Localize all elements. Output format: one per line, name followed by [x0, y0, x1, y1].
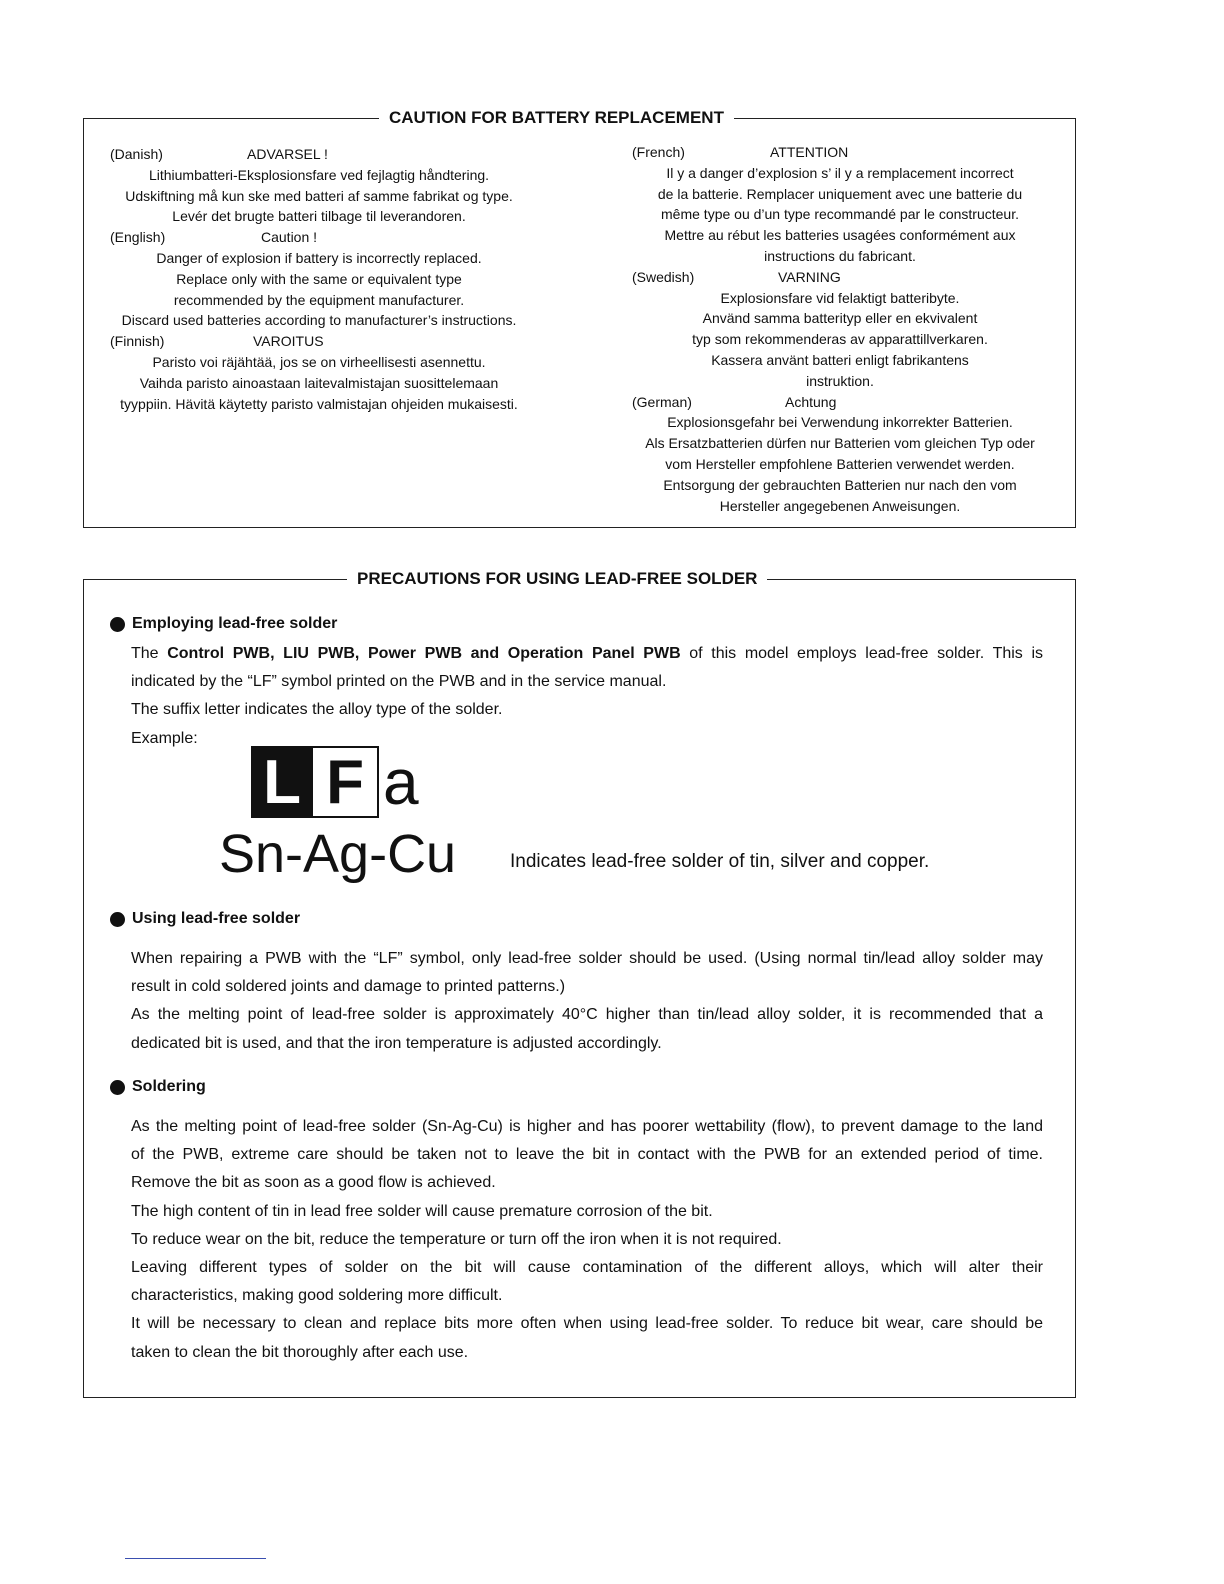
- battery-left-column: [103, 144, 535, 414]
- employing-text: of this model employs lead-free solder. This is: [680, 645, 1043, 662]
- english-line: Discard used batteries according to manufacturer’s instructions.: [121, 312, 517, 329]
- danish-line: Levér det brugte batteri tilbage til leverandoren.: [172, 208, 466, 225]
- french-line: de la batterie. Remplacer uniquement avec une batterie du: [657, 185, 1023, 202]
- using-line: When repairing a PWB with the “LF” symbol, only lead-free solder should be used. (Using normal tin/lead alloy solder may: [131, 950, 1043, 967]
- lf-logo-f: F: [313, 746, 379, 818]
- finnish-line: Paristo voi räjähtää, jos se on virheellisesti asennettu.: [152, 353, 486, 370]
- english-line: Replace only with the same or equivalent type: [176, 270, 462, 287]
- using-line: As the melting point of lead-free solder is approximately 40°C higher than tin/lead alloy solder, it is recommended that a: [131, 1006, 1043, 1024]
- english-header: [103, 227, 535, 248]
- finnish-warning-word: VAROITUS: [253, 333, 324, 350]
- lf-logo-suffix: a: [383, 746, 419, 818]
- lf-logo: [251, 746, 419, 818]
- french-line: Il y a danger d’explosion s’ il y a remplacement incorrect: [666, 164, 1014, 181]
- german-line: Explosionsgefahr bei Verwendung inkorrekter Batterien.: [667, 414, 1013, 431]
- battery-right-column: [630, 142, 1050, 516]
- soldering-line: It will be necessary to clean and replace bits more often when using lead-free solder. To reduce bit wear, care should be: [131, 1315, 1043, 1333]
- german-lang: (German): [632, 393, 692, 410]
- soldering-line: of the PWB, extreme care should be taken not to leave the bit in contact with the PWB for an extended period of time.: [131, 1146, 1043, 1164]
- employing-line: [131, 640, 1043, 668]
- french-line: Mettre au rébut les batteries usagées conformément aux: [664, 227, 1016, 244]
- soldering-heading: [110, 1078, 206, 1096]
- finnish-line: Vaihda paristo ainoastaan laitevalmistajan suosittelemaan: [139, 374, 499, 391]
- soldering-line: Remove the bit as soon as a good flow is achieved.: [131, 1174, 496, 1192]
- german-line: Als Ersatzbatterien dürfen nur Batterien vom gleichen Typ oder: [645, 435, 1035, 452]
- swedish-line: Använd samma batterityp eller en ekvivalent: [702, 310, 978, 327]
- english-warning-word: Caution !: [261, 229, 318, 246]
- german-line: vom Hersteller empfohlene Batterien verwendet werden.: [665, 455, 1015, 472]
- german-line: Entsorgung der gebrauchten Batterien nur nach den vom: [663, 476, 1017, 493]
- employing-heading-text: Employing lead-free solder: [132, 615, 338, 632]
- danish-lang: (Danish): [110, 146, 163, 162]
- alloy-description: Indicates lead-free solder of tin, silver and copper.: [510, 851, 930, 872]
- english-line: recommended by the equipment manufacturer.: [173, 291, 465, 308]
- soldering-paragraph: [131, 1113, 1043, 1367]
- german-header: [630, 392, 1050, 413]
- using-heading: [110, 910, 300, 928]
- employing-line: The suffix letter indicates the alloy type of the solder.: [131, 701, 503, 719]
- french-lang: (French): [632, 144, 685, 160]
- using-heading-text: Using lead-free solder: [132, 910, 301, 927]
- soldering-heading-text: Soldering: [132, 1078, 206, 1095]
- finnish-lang: (Finnish): [110, 333, 165, 350]
- bullet-icon: [110, 617, 125, 632]
- battery-caution-title: CAUTION FOR BATTERY REPLACEMENT: [379, 108, 734, 128]
- employing-heading: [110, 615, 337, 633]
- swedish-lang: (Swedish): [632, 268, 695, 285]
- french-line: instructions du fabricant.: [764, 247, 916, 264]
- employing-text: The: [131, 645, 168, 662]
- swedish-line: Kassera använt batteri enligt fabrikantens: [711, 351, 969, 368]
- using-paragraph: [131, 945, 1043, 1058]
- example-label: Example:: [131, 729, 198, 747]
- swedish-warning-word: VARNING: [778, 268, 841, 285]
- swedish-line: Explosionsfare vid felaktigt batteribyte.: [720, 289, 960, 306]
- english-lang: (English): [110, 229, 166, 246]
- french-header: [630, 142, 1050, 163]
- finnish-header: [103, 331, 535, 352]
- using-line: result in cold soldered joints and damage to printed patterns.): [131, 978, 566, 996]
- lf-logo-l: L: [251, 746, 313, 818]
- finnish-line: tyyppiin. Hävitä käytetty paristo valmistajan ohjeiden mukaisesti.: [120, 395, 518, 412]
- danish-line: Udskiftning må kun ske med batteri af samme fabrikat og type.: [125, 187, 513, 204]
- swedish-header: [630, 267, 1050, 288]
- bullet-icon: [110, 1080, 125, 1095]
- soldering-line: To reduce wear on the bit, reduce the temperature or turn off the iron when it is not required.: [131, 1230, 782, 1248]
- english-line: Danger of explosion if battery is incorrectly replaced.: [156, 249, 482, 266]
- soldering-line: Leaving different types of solder on the bit will cause contamination of the different alloys, which will alter their: [131, 1259, 1043, 1277]
- swedish-line: typ som rekommenderas av apparattillverkaren.: [692, 331, 988, 348]
- soldering-line: characteristics, making good soldering more difficult.: [131, 1287, 503, 1305]
- soldering-line: taken to clean the bit thoroughly after each use.: [131, 1343, 469, 1361]
- soldering-line: As the melting point of lead-free solder (Sn-Ag-Cu) is higher and has poorer wettability (flow), to prevent damage to the land: [131, 1118, 1043, 1135]
- german-line: Hersteller angegebenen Anweisungen.: [719, 497, 961, 514]
- french-line: même type ou d’un type recommandé par le constructeur.: [661, 206, 1019, 223]
- using-line: dedicated bit is used, and that the iron temperature is adjusted accordingly.: [131, 1034, 662, 1052]
- employing-paragraph: [131, 640, 1043, 753]
- danish-warning-word: ADVARSEL !: [247, 146, 328, 162]
- bullet-icon: [110, 912, 125, 927]
- lead-free-solder-title: PRECAUTIONS FOR USING LEAD-FREE SOLDER: [347, 569, 767, 589]
- soldering-line: The high content of tin in lead free solder will cause premature corrosion of the bit.: [131, 1202, 713, 1220]
- pwb-list-bold: Control PWB, LIU PWB, Power PWB and Operation Panel PWB: [167, 645, 681, 662]
- footer-rule: [125, 1558, 266, 1559]
- french-warning-word: ATTENTION: [770, 144, 849, 160]
- danish-header: [103, 144, 535, 165]
- german-warning-word: Achtung: [785, 393, 837, 410]
- danish-line: Lithiumbatteri-Eksplosionsfare ved fejlagtig håndtering.: [148, 166, 490, 183]
- swedish-line: instruktion.: [806, 372, 874, 389]
- employing-line: indicated by the “LF” symbol printed on the PWB and in the service manual.: [131, 673, 667, 691]
- alloy-name: Sn-Ag-Cu: [219, 824, 457, 884]
